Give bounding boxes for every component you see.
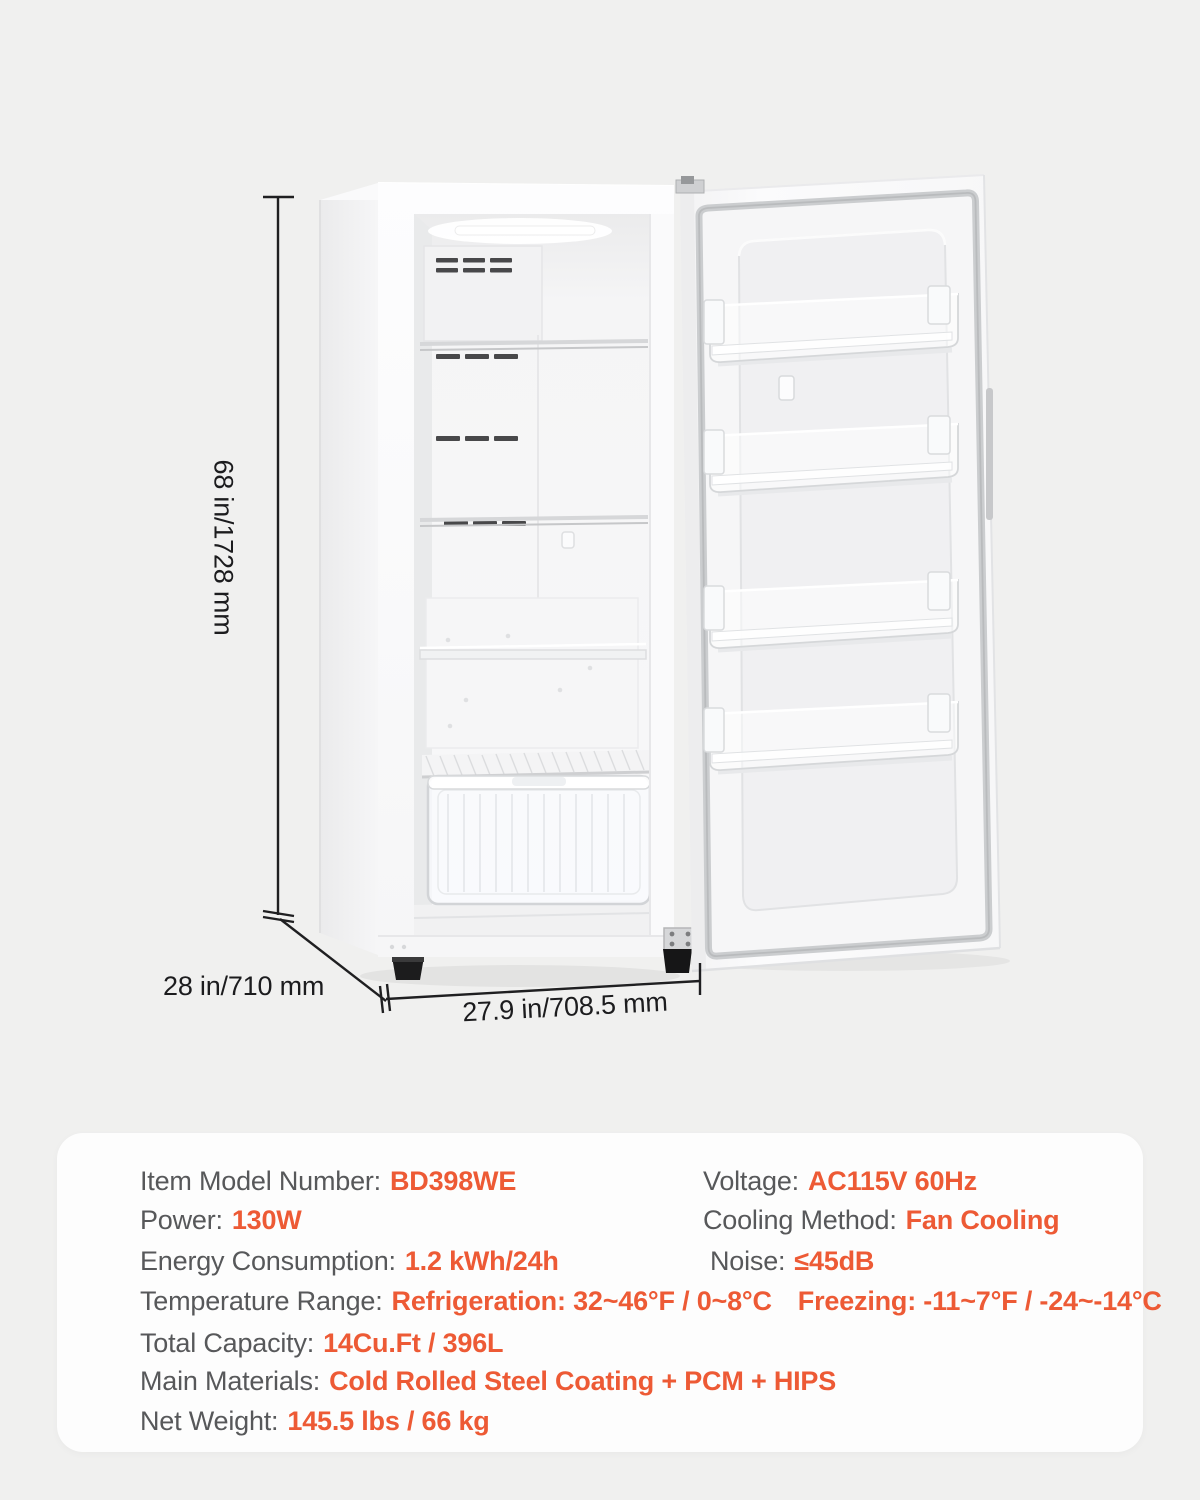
spec-item-total-capacity (140, 1323, 503, 1363)
spec-value: Cold Rolled Steel Coating + PCM + HIPS (329, 1366, 837, 1396)
depth-dimension-label: 28 in/710 mm (163, 971, 325, 1001)
spec-label: Noise: (710, 1246, 786, 1276)
spec-item-net-weight (140, 1401, 490, 1441)
top-hinge (676, 176, 704, 193)
freezer-door-open (676, 175, 1000, 971)
spec-item-noise (710, 1241, 874, 1281)
spec-item-temperature-range (140, 1281, 1162, 1321)
height-dimension-label: 68 in/1728 mm (208, 459, 239, 636)
spec-row (140, 1161, 1130, 1201)
spec-item-energy-consumption (140, 1241, 559, 1281)
door-handle-groove (986, 388, 993, 520)
spec-item-main-materials (140, 1361, 836, 1401)
spec-row (140, 1200, 1130, 1240)
spec-label: Cooling Method: (703, 1205, 897, 1235)
width-dimension-label: 27.9 in/708.5 mm (461, 986, 669, 1028)
drawer-handle (512, 777, 566, 786)
spec-item-cooling-method (703, 1200, 1059, 1240)
interior-light (455, 226, 595, 235)
spec-value: 14Cu.Ft / 396L (323, 1328, 504, 1358)
clear-drawer (428, 776, 650, 904)
spec-label: Item Model Number: (140, 1166, 381, 1196)
spec-item-model-number (140, 1161, 516, 1201)
spec-label: Energy Consumption: (140, 1246, 396, 1276)
cabinet-right-pillar (650, 214, 674, 936)
cabinet-interior (414, 214, 650, 936)
cabinet-kick-band (378, 936, 674, 957)
back-panel-lower (426, 598, 638, 748)
spec-label: Net Weight: (140, 1406, 279, 1436)
spec-label: Temperature Range: (140, 1286, 383, 1316)
spec-value: ≤45dB (794, 1246, 875, 1276)
spec-value: AC115V 60Hz (808, 1166, 977, 1196)
spec-label: Total Capacity: (140, 1328, 315, 1358)
spec-item-power (140, 1200, 302, 1240)
spec-value: Refrigeration: 32~46°F / 0~8°C (391, 1286, 772, 1316)
door-latch (779, 376, 794, 400)
spec-label: Voltage: (703, 1166, 799, 1196)
height-dimension-line (263, 197, 294, 922)
freezer-cabinet (320, 183, 698, 980)
spec-value: BD398WE (389, 1166, 517, 1196)
spec-label: Main Materials: (140, 1366, 321, 1396)
spec-item-voltage (703, 1161, 977, 1201)
spec-panel (57, 1133, 1162, 1452)
spec-row (140, 1241, 1130, 1281)
spec-value: Freezing: -11~7°F / -24~-14°C (797, 1286, 1162, 1316)
spec-value: 130W (231, 1205, 302, 1235)
shelf-clip (562, 532, 574, 548)
cabinet-side-face (320, 183, 378, 955)
spec-value: Fan Cooling (905, 1205, 1060, 1235)
spec-value: 1.2 kWh/24h (404, 1246, 559, 1276)
spec-value: 145.5 lbs / 66 kg (287, 1406, 490, 1436)
spec-label: Power: (140, 1205, 223, 1235)
